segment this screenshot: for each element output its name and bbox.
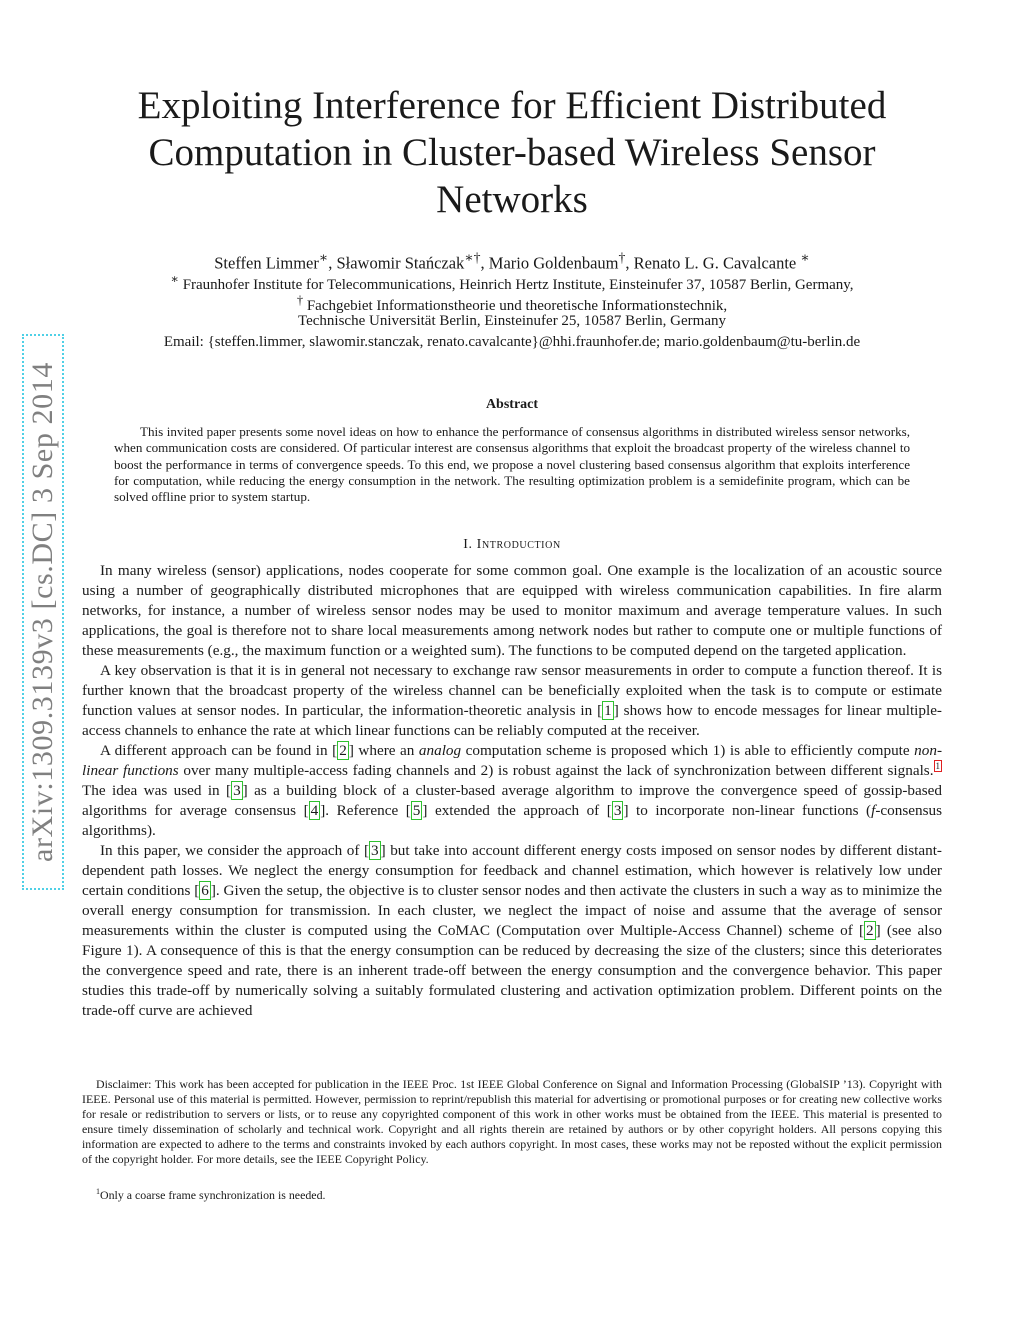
affiliation-line: Technische Universität Berlin, Einsteinufer 25, 10587 Berlin, Germany	[297, 313, 726, 329]
abstract-heading: Abstract	[485, 397, 539, 412]
footnote-link[interactable]: 1	[935, 760, 940, 771]
introduction-body	[82, 561, 942, 1021]
citation-link[interactable]: 3	[613, 802, 622, 819]
author-email-line: Email: {steffen.limmer, slawomir.stanczak, renato.cavalcante}@hhi.fraunhofer.de; mario.goldenbaum@tu-berlin.de	[163, 334, 861, 350]
arxiv-identifier-stamp	[22, 334, 64, 890]
citation-link[interactable]: 3	[371, 842, 379, 859]
paper-title: Exploiting Interference for Efficient Distributed Computation in Cluster-based Wireless Sensor Networks	[137, 84, 887, 221]
author-name: Sławomir Stańczak	[336, 253, 465, 273]
affiliation-line: ∗ Fraunhofer Institute for Telecommunications, Heinrich Hertz Institute, Einsteinufer 37, 10587 Berlin, Germany,	[170, 272, 854, 293]
affiliation-mark: ∗	[800, 250, 810, 265]
paragraph: A different approach can be found in [ 2 ] where an analog computation scheme is proposed which 1) is able to efficiently compute non-linear functions over many multiple-access fading channels and 2) is robust against the lack of synchronization between different signals. $^1$ The idea was used in [ 3 ] as a building block of a cluster-based average algorithm to improve the convergence speed of gossip-based algorithms for average consensus [ 4 ]. Reference [ 5 ] extended the approach of [ 3 ] to incorporate non-linear functions (f-consensus algorithms).	[82, 742, 943, 839]
author-name: Mario Goldenbaum	[488, 253, 619, 273]
paragraph: In this paper, we consider the approach of [ 3 ] but take into account different energy costs imposed on sensor nodes by different distant-dependent path losses. We neglect the energy consumption for feedback and channel estimation, which however is relatively low under certain conditions [ 6 ]. Given the setup, the objective is to cluster sensor nodes and then activate the clusters in such a way as to minimize the overall energy consumption for transmission. In each cluster, we neglect the impact of noise and assume that the average of sensor measurements within the cluster is computed using the CoMAC (Computation over Multiple-Access Channel) scheme of [ 2 ] (see also Figure 1). A consequence of this is that the energy consumption can be reduced by decreasing the size of the clusters; since this deteriorates the convergence speed and rate, there is an inherent trade-off between the energy consumption and the convergence behavior. This paper studies this trade-off by numerically solving a suitably formulated clustering and activation optimization problem. Different points on the trade-off curve are achieved	[82, 842, 942, 1019]
author-name: Steffen Limmer	[214, 253, 319, 273]
citation-link[interactable]: 1	[604, 702, 612, 719]
author-list: Steffen Limmer∗, Sławomir Stańczak∗†, Mario Goldenbaum†, Renato L. G. Cavalcante ∗	[214, 250, 810, 273]
affiliation-mark: ∗†	[464, 250, 481, 265]
arxiv-identifier: arXiv:1309.3139v3 [cs.DC] 3 Sep 2014	[26, 362, 59, 862]
footnote-mark: 1	[96, 1187, 100, 1196]
affiliation-mark: ∗	[318, 250, 329, 265]
section-heading: I. Introduction	[463, 537, 561, 552]
affiliation-mark: †	[618, 250, 626, 265]
citation-link[interactable]: 5	[412, 802, 421, 819]
affiliation-mark: ∗	[170, 272, 179, 286]
disclaimer-note: Disclaimer: This work has been accepted for publication in the IEEE Proc. 1st IEEE Global Conference on Signal and Information Processing (GlobalSIP ’13). Copyright with IEEE. Personal use of this material is permitted. However, permission to reprint/republish this material for advertising or promotional purposes or for creating new collective works for resale or redistribution to servers or lists, or to reuse any copyrighted component of this work in other works must be obtained from the IEEE. This material is presented to ensure timely dissemination of scholarly and technical work. Copyright and all rights therein are retained by authors or by other copyright holders. All persons copying this information are expected to adhere to the terms and constraints invoked by each authors copyright. In most cases, these works may not be reposted without the explicit permission of the copyright holder. For more details, see the IEEE Copyright Policy.	[82, 1077, 942, 1166]
citation-link[interactable]: 3	[233, 782, 241, 799]
author-name: Renato L. G. Cavalcante	[633, 253, 797, 273]
affiliation-mark: †	[296, 293, 304, 307]
footnote-text: Only a coarse frame synchronization is needed.	[100, 1187, 326, 1202]
citation-link[interactable]: 2	[339, 742, 347, 759]
paragraph: A key observation is that it is in general not necessary to exchange raw sensor measurements in order to compute a function thereof. It is further known that the broadcast property of the wireless channel can be beneficially exploited when the task is to compute or estimate function values at sensor nodes. In particular, the information-theoretic analysis in [ 1 ] shows how to encode messages for linear multiple-access channels to enhance the rate at which linear functions can be reliably computed at the receiver.	[82, 662, 942, 739]
footnote	[96, 1184, 326, 1203]
citation-link[interactable]: 6	[201, 882, 209, 899]
paragraph: In many wireless (sensor) applications, nodes cooperate for some common goal. One example is the localization of an acoustic source using a number of geographically distributed microphones that are equipped with wireless communication capabilities. In fire alarm networks, for instance, a number of wireless sensor nodes may be used to monitor maximum and average temperature values. In such applications, the goal is therefore not to share local measurements among network nodes but rather to compute one or multiple functions of these measurements (e.g., the maximum function or a weighted sum). The functions to be computed depend on the targeted application.	[82, 562, 942, 659]
affiliation-line: † Fachgebiet Informationstheorie und theoretische Informationstechnik,	[296, 293, 728, 314]
citation-link[interactable]: 4	[310, 802, 319, 819]
abstract-text: This invited paper presents some novel ideas on how to enhance the performance of consensus algorithms in distributed wireless sensor networks, when communication costs are considered. Of particular interest are consensus algorithms that exploit the broadcast property of the wireless channel to boost the performance in terms of convergence speeds. To this end, we propose a novel clustering based consensus algorithm that exploits interference for computation, while reducing the energy consumption in the network. The resulting optimization problem is a semidefinite program, which can be solved offline prior to system startup.	[114, 424, 910, 505]
citation-link[interactable]: 2	[866, 922, 874, 939]
